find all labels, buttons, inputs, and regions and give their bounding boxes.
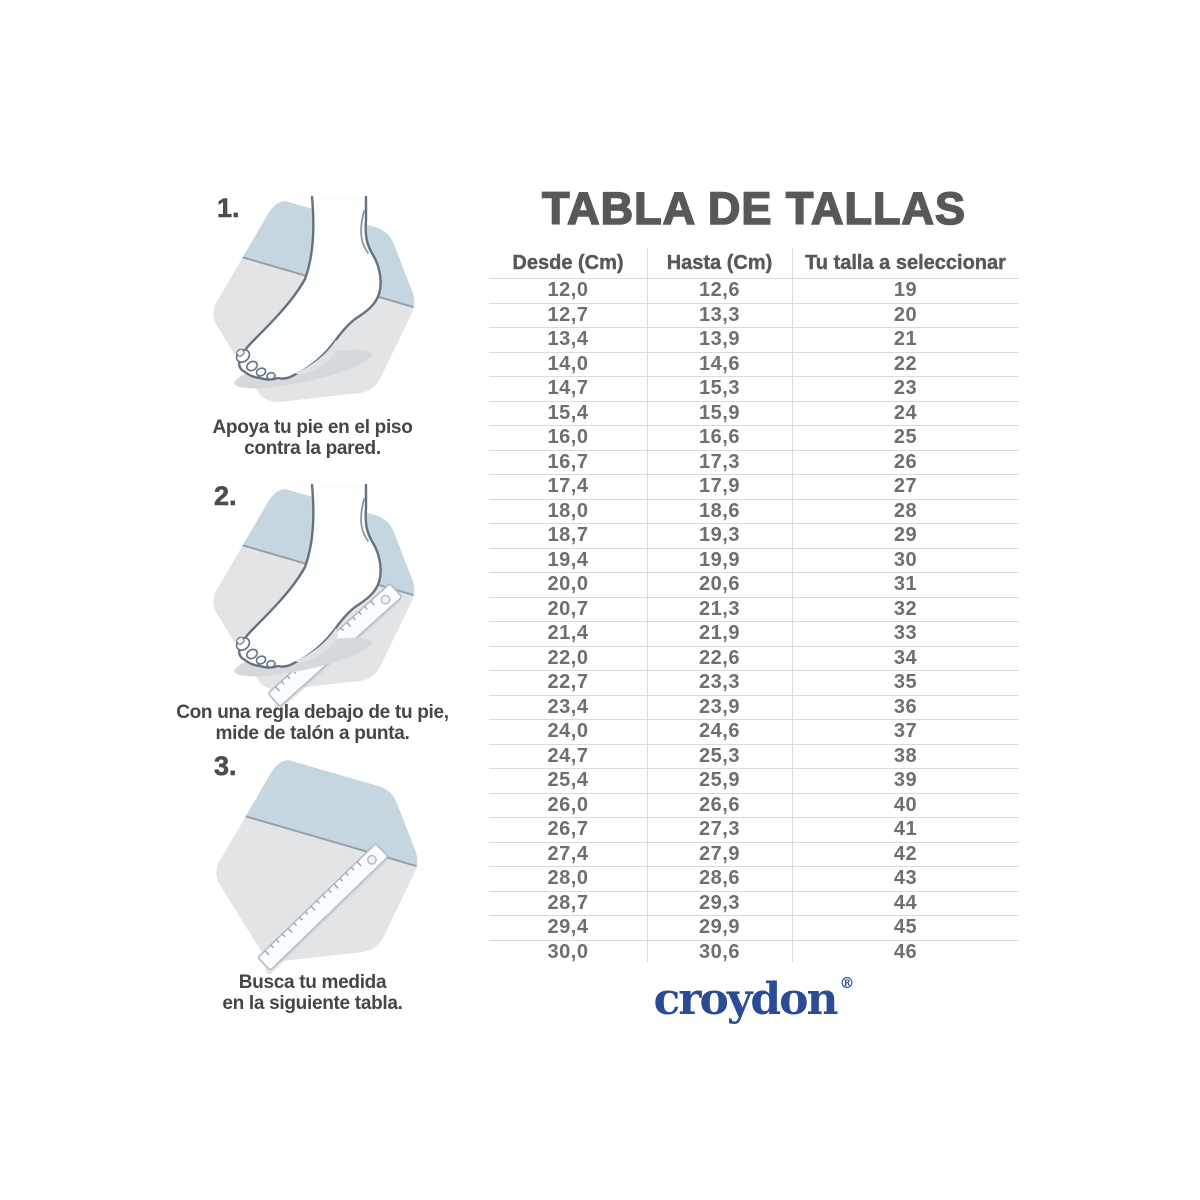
table-cell: 44 bbox=[893, 891, 918, 914]
table-row bbox=[489, 450, 1019, 475]
table-cell: 14,7 bbox=[547, 377, 589, 400]
table-cell: 12,7 bbox=[547, 303, 589, 326]
step-2-number: 2. bbox=[214, 481, 237, 511]
table-cell: 15,9 bbox=[699, 401, 740, 424]
table-row bbox=[489, 744, 1019, 769]
step-3-caption bbox=[160, 972, 465, 1014]
table-cell: 16,0 bbox=[547, 426, 589, 449]
table-cell: 23 bbox=[893, 377, 918, 400]
table-cell: 24,7 bbox=[547, 744, 589, 767]
table-row bbox=[489, 278, 1019, 303]
table-row bbox=[489, 915, 1019, 940]
table-cell: 17,9 bbox=[699, 475, 740, 498]
page-title: TABLA DE TALLAS bbox=[541, 183, 967, 234]
table-cell: 23,4 bbox=[547, 695, 589, 718]
table-cell: 46 bbox=[893, 940, 918, 963]
table-row bbox=[489, 695, 1019, 720]
table-cell: 15,4 bbox=[547, 401, 589, 424]
step-1-caption bbox=[160, 417, 465, 459]
step-2-caption-line1: Con una regla debajo de tu pie, bbox=[176, 702, 449, 723]
table-cell: 20,7 bbox=[547, 597, 589, 620]
table-row bbox=[489, 425, 1019, 450]
table-cell: 12,0 bbox=[547, 279, 589, 302]
table-cell: 39 bbox=[893, 769, 918, 792]
table-cell: 24,6 bbox=[699, 720, 740, 743]
table-cell: 26,0 bbox=[547, 793, 589, 816]
table-cell: 17,3 bbox=[699, 450, 740, 473]
table-cell: 26,7 bbox=[547, 818, 589, 841]
step-3-number: 3. bbox=[214, 751, 237, 781]
column-header-talla: Tu talla a seleccionar bbox=[805, 251, 1006, 274]
registered-trademark-icon: ® bbox=[839, 974, 855, 992]
table-cell: 22,7 bbox=[547, 671, 589, 694]
table-cell: 19 bbox=[893, 279, 918, 302]
table-cell: 30 bbox=[893, 548, 918, 571]
table-row bbox=[489, 572, 1019, 597]
table-cell: 33 bbox=[893, 622, 918, 645]
table-cell: 16,6 bbox=[699, 426, 740, 449]
table-row bbox=[489, 376, 1019, 401]
table-cell: 25,9 bbox=[699, 769, 740, 792]
table-row bbox=[489, 499, 1019, 524]
step-3-ruler-on-floor-illustration bbox=[200, 748, 430, 973]
table-cell: 19,4 bbox=[547, 548, 589, 571]
column-header-hasta: Hasta (Cm) bbox=[666, 251, 773, 274]
table-cell: 18,7 bbox=[547, 524, 589, 547]
table-row bbox=[489, 891, 1019, 916]
table-row bbox=[489, 474, 1019, 499]
table-cell: 34 bbox=[893, 646, 918, 669]
table-cell: 13,4 bbox=[547, 328, 589, 351]
brand-logo bbox=[489, 974, 1019, 1025]
table-cell: 18,6 bbox=[699, 499, 740, 522]
table-row bbox=[489, 352, 1019, 377]
table-row bbox=[489, 793, 1019, 818]
step-1-caption-line2: contra la pared. bbox=[244, 438, 381, 459]
table-cell: 29,3 bbox=[699, 891, 740, 914]
table-cell: 45 bbox=[893, 916, 918, 939]
table-cell: 28,6 bbox=[699, 867, 740, 890]
table-cell: 30,6 bbox=[699, 940, 740, 963]
table-cell: 43 bbox=[893, 867, 918, 890]
table-cell: 37 bbox=[893, 720, 918, 743]
table-cell: 14,6 bbox=[699, 352, 740, 375]
table-row bbox=[489, 866, 1019, 891]
table-cell: 32 bbox=[893, 597, 918, 620]
table-cell: 25,3 bbox=[699, 744, 740, 767]
table-cell: 21,4 bbox=[547, 622, 589, 645]
table-row bbox=[489, 621, 1019, 646]
table-row bbox=[489, 548, 1019, 573]
table-cell: 27,4 bbox=[547, 842, 589, 865]
table-cell: 13,3 bbox=[699, 303, 740, 326]
step-1-caption-line1: Apoya tu pie en el piso bbox=[212, 417, 413, 438]
table-cell: 26,6 bbox=[699, 793, 740, 816]
size-table bbox=[489, 248, 1019, 964]
table-cell: 19,3 bbox=[699, 524, 740, 547]
table-cell: 31 bbox=[893, 573, 918, 596]
table-cell: 41 bbox=[893, 818, 918, 841]
table-cell: 38 bbox=[893, 744, 918, 767]
column-divider bbox=[792, 248, 793, 962]
table-cell: 24 bbox=[893, 401, 918, 424]
table-row bbox=[489, 940, 1019, 965]
table-cell: 21,3 bbox=[699, 597, 740, 620]
table-row bbox=[489, 303, 1019, 328]
table-cell: 42 bbox=[893, 842, 918, 865]
table-cell: 25 bbox=[893, 426, 918, 449]
table-cell: 28,0 bbox=[547, 867, 589, 890]
table-cell: 17,4 bbox=[547, 475, 589, 498]
table-cell: 15,3 bbox=[699, 377, 740, 400]
table-cell: 25,4 bbox=[547, 769, 589, 792]
table-cell: 40 bbox=[893, 793, 918, 816]
table-cell: 29,9 bbox=[699, 916, 740, 939]
table-cell: 28 bbox=[893, 499, 918, 522]
table-cell: 29 bbox=[893, 524, 918, 547]
table-row bbox=[489, 670, 1019, 695]
table-cell: 13,9 bbox=[699, 328, 740, 351]
step-2-caption-line2: mide de talón a punta. bbox=[215, 723, 410, 744]
column-divider bbox=[647, 248, 648, 962]
table-cell: 22,6 bbox=[699, 646, 740, 669]
brand-name: croydon bbox=[653, 974, 837, 1025]
table-cell: 19,9 bbox=[699, 548, 740, 571]
column-header-desde: Desde (Cm) bbox=[512, 251, 624, 274]
table-cell: 36 bbox=[893, 695, 918, 718]
table-cell: 26 bbox=[893, 450, 918, 473]
step-2-caption bbox=[160, 702, 465, 744]
table-cell: 24,0 bbox=[547, 720, 589, 743]
table-cell: 12,6 bbox=[699, 279, 740, 302]
table-row bbox=[489, 597, 1019, 622]
table-cell: 18,0 bbox=[547, 499, 589, 522]
table-row bbox=[489, 523, 1019, 548]
table-cell: 27,3 bbox=[699, 818, 740, 841]
step-2-foot-with-ruler-illustration bbox=[197, 477, 427, 702]
table-cell: 22,0 bbox=[547, 646, 589, 669]
table-cell: 20,6 bbox=[699, 573, 740, 596]
table-cell: 30,0 bbox=[547, 940, 589, 963]
table-row bbox=[489, 768, 1019, 793]
table-cell: 29,4 bbox=[547, 916, 589, 939]
table-cell: 23,9 bbox=[699, 695, 740, 718]
table-cell: 21,9 bbox=[699, 622, 740, 645]
step-1-foot-on-floor-illustration bbox=[197, 189, 427, 414]
size-table-body bbox=[489, 278, 1019, 964]
table-cell: 23,3 bbox=[699, 671, 740, 694]
step-3-caption-line1: Busca tu medida bbox=[238, 972, 387, 993]
step-1-number: 1. bbox=[217, 193, 240, 223]
table-cell: 14,0 bbox=[547, 352, 589, 375]
size-table-header bbox=[489, 248, 1019, 278]
table-cell: 27 bbox=[893, 475, 918, 498]
table-cell: 16,7 bbox=[547, 450, 589, 473]
table-cell: 28,7 bbox=[547, 891, 589, 914]
table-cell: 27,9 bbox=[699, 842, 740, 865]
table-cell: 20 bbox=[893, 303, 918, 326]
table-row bbox=[489, 401, 1019, 426]
table-row bbox=[489, 842, 1019, 867]
table-cell: 22 bbox=[893, 352, 918, 375]
table-row bbox=[489, 646, 1019, 671]
table-row bbox=[489, 719, 1019, 744]
table-cell: 21 bbox=[893, 328, 918, 351]
step-3-caption-line2: en la siguiente tabla. bbox=[222, 993, 403, 1014]
table-row bbox=[489, 817, 1019, 842]
table-row bbox=[489, 327, 1019, 352]
table-cell: 20,0 bbox=[547, 573, 589, 596]
table-cell: 35 bbox=[893, 671, 918, 694]
